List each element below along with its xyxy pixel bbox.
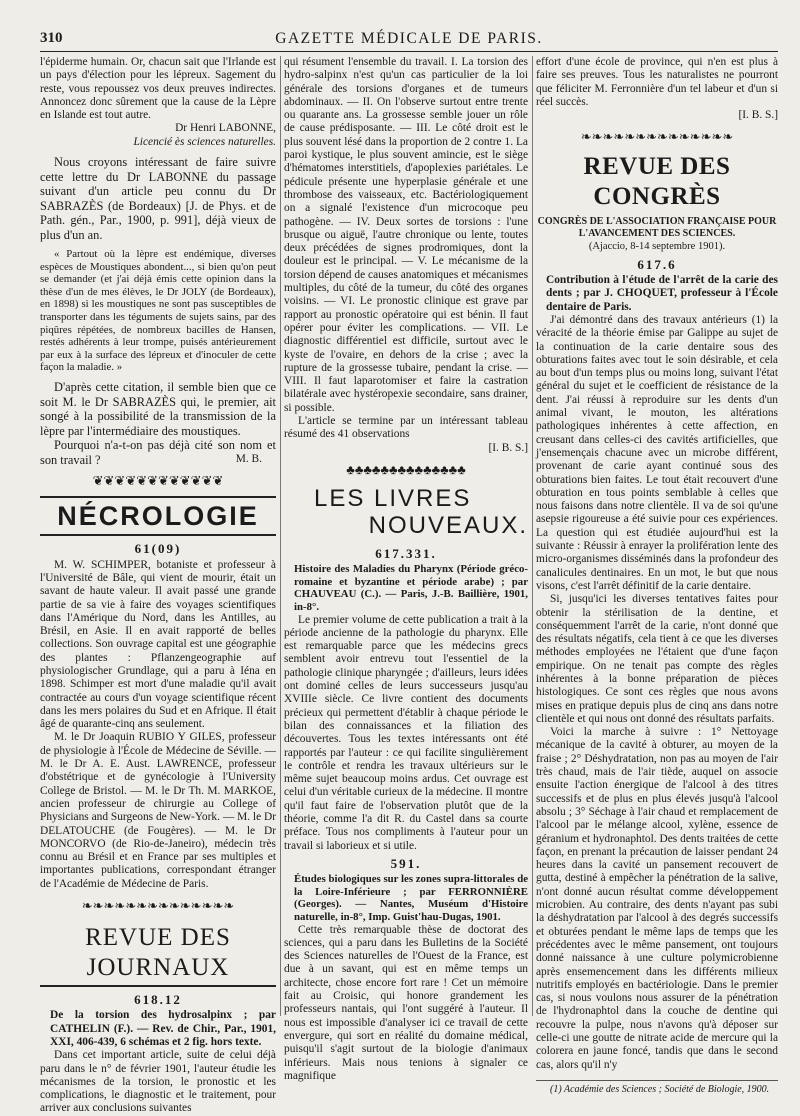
column-3 bbox=[536, 56, 778, 1095]
ornament-divider: ❧❧❧❧❧❧❧❧❧❧❧❧❧❧ bbox=[580, 129, 734, 145]
section-title-line: NOUVEAUX. bbox=[368, 511, 528, 539]
classification-number: 618.12 bbox=[134, 992, 182, 1008]
classification-number: 617.6 bbox=[637, 256, 677, 272]
signature: M. B. bbox=[235, 453, 262, 466]
paragraph: Voici la marche à suivre : 1° Nettoyage mécanique de la cavité à obturer, au moyen de la fraise ; 2° Déshydratation, non pas au moyen de l'air très chaud, mais de l'air tiède, auquel on associe ensuite l'action énergique de l'alcool à des titres successifs et de plus en plus élevés jusqu'à l'alcool absolu ; 3° Séchage à l'air chaud et remplacement de l'alcool par le mélange alcool, xylène, essence de géranium et hydronaphtol. Des dents traitées de cette façon, en prenant la précaution de laisser pendant 24 heures dans la cavité un pansement recouvert de gutta, destiné à empêcher la pénétration de la salive, n'ont donné aucun résultat comme développement microbien. Au contraire, des dents n'ayant pas subi la déshydratation par l'alcool à des degrés successifs et obturées pendant le même laps de temps que les précédentes avec le même pansement, ont toujours donné naissance à une culture polymicrobienne après ensemencement dans les différents milieux nutritifs employés en bactériologie. Dans le premier cas, si nous voulons nous assurer de la pénétration de l'hydronaphtol dans la couche de dentine qui recouvre la pulpe, nous n'avons qu'à déposer sur celle-ci une goutte de nitrate acide de mercure qui la colorera en jaune foncé, tandis que dans le second cas, alors qu'il n'y bbox=[536, 726, 778, 1071]
classification-number: 591. bbox=[390, 855, 422, 871]
page-header bbox=[40, 30, 778, 50]
column-divider bbox=[532, 56, 533, 1016]
section-title: REVUE DES JOURNAUX bbox=[85, 924, 231, 982]
paragraph: D'après cette citation, il semble bien que ce soit M. le Dr SABRAZÈS qui, le premier, ait songé à la possibilité de la transmission de la lèpre par l'intermédiaire des moustiques. bbox=[40, 380, 276, 438]
congress-subtitle: CONGRÈS DE L'ASSOCIATION FRANÇAISE POUR L'AVANCEMENT DES SCIENCES. bbox=[537, 216, 777, 240]
article-title: Contribution à l'étude de l'arrêt de la carie des dents ; par J. CHOQUET, professeur à l'École dentaire de Paris. bbox=[546, 274, 778, 313]
article-title: De la torsion des hydrosalpinx ; par CATHELIN (F.). — Rev. de Chir., Par., 1901, XXI, 406-439, 6 schémas et 2 fig. hors texte. bbox=[50, 1009, 276, 1048]
signature: [I. B. S.] bbox=[488, 441, 528, 454]
classification-number: 61(09) bbox=[134, 541, 182, 557]
column-1 bbox=[40, 56, 276, 1115]
section-title-line: LES LIVRES bbox=[314, 484, 472, 512]
paragraph: qui résument l'ensemble du travail. I. La torsion des hydro-salpinx n'est qu'un cas particulier de la loi générale des torsions d'organes et de tumeurs abdominaux. — II. On l'observe surtout entre trente ou quarante ans. La grossesse semble jouer un rôle de cause prédisposante. — III. Le côté droit est le plus souvent lésé dans la proportion de 2 contre 1. La paroi kystique, le plus souvent amincie, est le siège d'hématomes interstitiels, d'apoplexies pariétales. Le pédicule présente une hyperplasie générale et une thrombose des vaisseaux, etc. Bactériologiquement on a signalé l'existence d'un microcoque peu pathogène. — IV. Deux sortes de torsions : l'une brusque ou aiguë, l'autre chronique ou lente, toutes deux précédées de signes prodromiques, dont la douleur est le principal. — V. Le mécanisme de la torsion dépend de causes anatomiques et mécanismes multiples, du côté de la tumeur, du côté des organes voisins. — VI. Le pronostic clinique est grave par rapport au pronostic opératoire qui est bénin. Il faut opérer pour éviter les complications. — VII. Le diagnostic différentiel est difficile, surtout avec le kyste de l'ovaire, en dehors de la crise ; avec la rupture de la grossesse tubaire, pendant la crise. — VIII. Il faut laparotomiser et faire la castration bilatérale avec hystéropexie secondaire, sans drainer, si possible. bbox=[284, 56, 528, 414]
section-title: NÉCROLOGIE bbox=[57, 501, 259, 532]
paragraph: Nous croyons intéressant de faire suivre cette lettre du Dr LABONNE du passage suivant d'un article peu connu du Dr SABRAZÈS (de Bordeaux) [J. de Phys. et de Path. gén., Par., 1900, p. 991], déjà vieux de plus d'un an. bbox=[40, 155, 276, 242]
paragraph: Dans cet important article, suite de celui déjà paru dans le n° de février 1901, l'auteur étudie les mécanismes de la torsion, le pronostic et les complications, le diagnostic et le traitement, pour arriver aux conclusions suivantes bbox=[40, 1049, 276, 1115]
paragraph: l'épiderme humain. Or, chacun sait que l'Irlande est un pays d'élection pour les lépreux. Sagement du reste, vous repoussez vos deux preuves indirectes. Annoncez donc sûrement que la cause de la Lèpre en Islande est tout autre. bbox=[40, 56, 276, 122]
quote-paragraph: « Partout où la lèpre est endémique, diverses espèces de Moustiques abondent..., si bien qu'on peut se demander (et j'ai déjà émis cette opinion dans la thèse d'un de mes élèves, le Dr JOLY (de Bordeaux), en 1898) si les moustiques ne sont pas susceptibles de transporter dans les téguments de sujets sains, par des piqûres répétées, de nombreux bacilles de Hansen, restés adhérents à leur trompe, puisés antérieurement par eux à la surface des lépreux et d'inoculer de cette façon la maladie. » bbox=[40, 248, 276, 374]
section-header-necrologie bbox=[40, 496, 276, 536]
signature-title: Licencié ès sciences naturelles. bbox=[133, 135, 276, 148]
signature: Dr Henri LABONNE, bbox=[175, 122, 276, 135]
paragraph: J'ai démontré dans des travaux antérieurs (1) la véracité de la théorie émise par Galippe au sujet de la continuation de la carie dentaire sous des obturations faites avec tout le soin désirable, et cela au bout d'un temps plus ou moins long, suivant l'état général du sujet et le coefficient de résistance de la dent. J'ai réussi à reproduire sur les dents d'un animal vivant, le mouton, les altérations pathologiques inhérentes à cette affection, en creusant dans celles-ci des cavités artificielles, que j'ensemençais chacune avec un microbe différent, provenant de carie ayant continué sous des obturations bien faites. Le tout était recouvert d'une obturation en tous points semblable à celles que nous faisons dans notre clientèle. Il va de soi qu'une asepsie rigoureuse a été suivie pour ces expériences. La question qui est étudiée aujourd'hui est la suivante : Réussir à enrayer la prolifération lente des micro-organismes disséminés dans la profondeur des canalicules dentinaires. En un mot, le but que nous visons, c'est l'arrêt définitif de la carie dentaire. bbox=[536, 313, 778, 592]
page-number: 310 bbox=[40, 30, 63, 46]
section-header-livres-nouveaux bbox=[284, 485, 528, 539]
paragraph: Cette très remarquable thèse de doctorat des sciences, qui a paru dans les Bulletins de la Société des Sciences naturelles de l'Ouest de la France, est due à un savant, qui est en même temps un architecte, chose encore fort rare ! Cet un mémoire fait au Croisic, qui honore grandement les professeurs nantais, qui l'ont suggéré à l'auteur. Il nous est impossible d'analyser ici ce travail de cette envergure, qui sort en réalité du domaine médical, puisqu'il s'agit surtout de la biologie d'animaux inférieurs. Mais nous tenions à signaler ce magnifique bbox=[284, 923, 528, 1082]
paragraph: effort d'une école de province, qui n'en est plus à faire ses preuves. Tous les naturalistes ne pourront que féliciter M. Ferronnière d'un tel labeur et d'un si réel succès. bbox=[536, 56, 778, 108]
paragraph: M. le Dr Joaquin RUBIO Y GILES, professeur de physiologie à l'École de Médecine de Séville. — M. le Dr A. E. Aust. LAWRENCE, professeur d'obstétrique et de gynécologie à l'University College de Bristol. — M. le Dr Th. M. MARKOE, ancien professeur de chirurgie au College of Physicians and Surgeons de New-York. — M. le Dr DELATOUCHE (de Fougères). — M. le Dr MONCORVO (de Rio-de-Janeiro), médecin très connu au Brésil et en France par ses multiples et importantes publications, correspondant étranger de l'Académie de Médecine de Paris. bbox=[40, 731, 276, 890]
article-title: Études biologiques sur les zones supra-littorales de la Loire-Inférieure ; par FERRONNIÈRE (Georges). — Nantes, Muséum d'Histoire naturelle, in-8°, Imp. Guist'hau-Dugas, 1901. bbox=[294, 873, 528, 923]
ornament-divider: ♣♣♣♣♣♣♣♣♣♣♣♣♣♣ bbox=[346, 461, 466, 477]
column-2 bbox=[284, 56, 528, 1082]
paragraph: Le premier volume de cette publication a trait à la période ancienne de la pathologie du pharynx. Elle est remarquable parce que les médecins grecs semblent avoir entrevu tout l'essentiel de la pathologie clinique pharyngée ; d'ailleurs, leurs idées ont dominé celles de leurs successeurs jusqu'au XVIIIe siècle. Ce livre contient des documents précieux qui permettent d'établir à chaque période le bilan des connaissances et la filiation des découvertes. Tous les textes intéressants ont été rapportés par l'auteur : ce qui facilite singulièrement le contrôle et rendra les travaux ultérieurs sur le même sujet beaucoup moins ardus. Cet ouvrage est celui d'un véritable curieux de la médecine. Il montre qu'il faut faire de l'observation plutôt que de la théorie, comme l'a dit R. du Castel dans sa courte préface. Tous nos compliments à l'auteur pour un travail si laborieux et si utile. bbox=[284, 613, 528, 852]
section-header-revue-journaux bbox=[40, 921, 276, 987]
footnote: (1) Académie des Sciences ; Société de Biologie, 1900. bbox=[536, 1080, 778, 1096]
paragraph: Pourquoi n'a-t-on pas déjà cité son nom et son travail ? bbox=[40, 438, 276, 467]
ornament-divider: ❦❦❦❦❦❦❦❦❦❦❦❦ bbox=[92, 473, 224, 489]
article-title: Histoire des Maladies du Pharynx (Période gréco-romaine et byzantine et période arabe) ; par CHAUVEAU (C.). — Paris, J.-B. Baillière, 1901, in-8°. bbox=[294, 563, 528, 613]
classification-number: 617.331. bbox=[375, 545, 437, 561]
header-rule bbox=[40, 51, 778, 52]
paragraph: M. W. SCHIMPER, botaniste et professeur à l'Université de Bâle, qui vient de mourir, était un savant de haute valeur. Il avait passé une grande partie de sa vie à faire des voyages scientifiques dans l'Amérique du Nord, dans les Antilles, au Brésil, en Asie. Il en avait rapporté de belles collections. Son ouvrage capital est une géographie des plantes : Pflanzengeographie auf physiologischer Grundlage, qui a paru à Iéna en 1898. Schimper est mort d'une maladie qu'il avait contractée au cours d'un voyage scientifique récent dans les mers polaires du Sud et en Afrique. Il était âgé de quarante-cinq ans seulement. bbox=[40, 558, 276, 731]
section-title-revue-congres: REVUE DES CONGRÈS bbox=[583, 153, 731, 211]
congress-place-date: (Ajaccio, 8-14 septembre 1901). bbox=[588, 241, 726, 253]
paragraph: Si, jusqu'ici les diverses tentatives faites pour obtenir la stérilisation de la dentine, et conséquemment l'arrêt de la carie, n'ont donné que des résultats négatifs, cela tient à ce que les diverses méthodes employées ne l'étaient que d'une façon empirique. On ne tenait pas compte des règles inhérentes à la bonne préparation de pièces histologiques. Ce sont ces règles que nous avons mises en pratique depuis plus de cinq ans dans notre clientèle et qui nous ont donné des résultats parfaits. bbox=[536, 593, 778, 725]
column-divider bbox=[280, 56, 281, 1016]
journal-title: GAZETTE MÉDICALE DE PARIS. bbox=[275, 30, 543, 47]
ornament-divider: ❧❧❧❧❧❧❧❧❧❧❧❧❧❧ bbox=[81, 898, 235, 914]
signature: [I. B. S.] bbox=[738, 109, 778, 122]
paragraph: L'article se termine par un intéressant tableau résumé des 41 observations bbox=[284, 415, 528, 441]
